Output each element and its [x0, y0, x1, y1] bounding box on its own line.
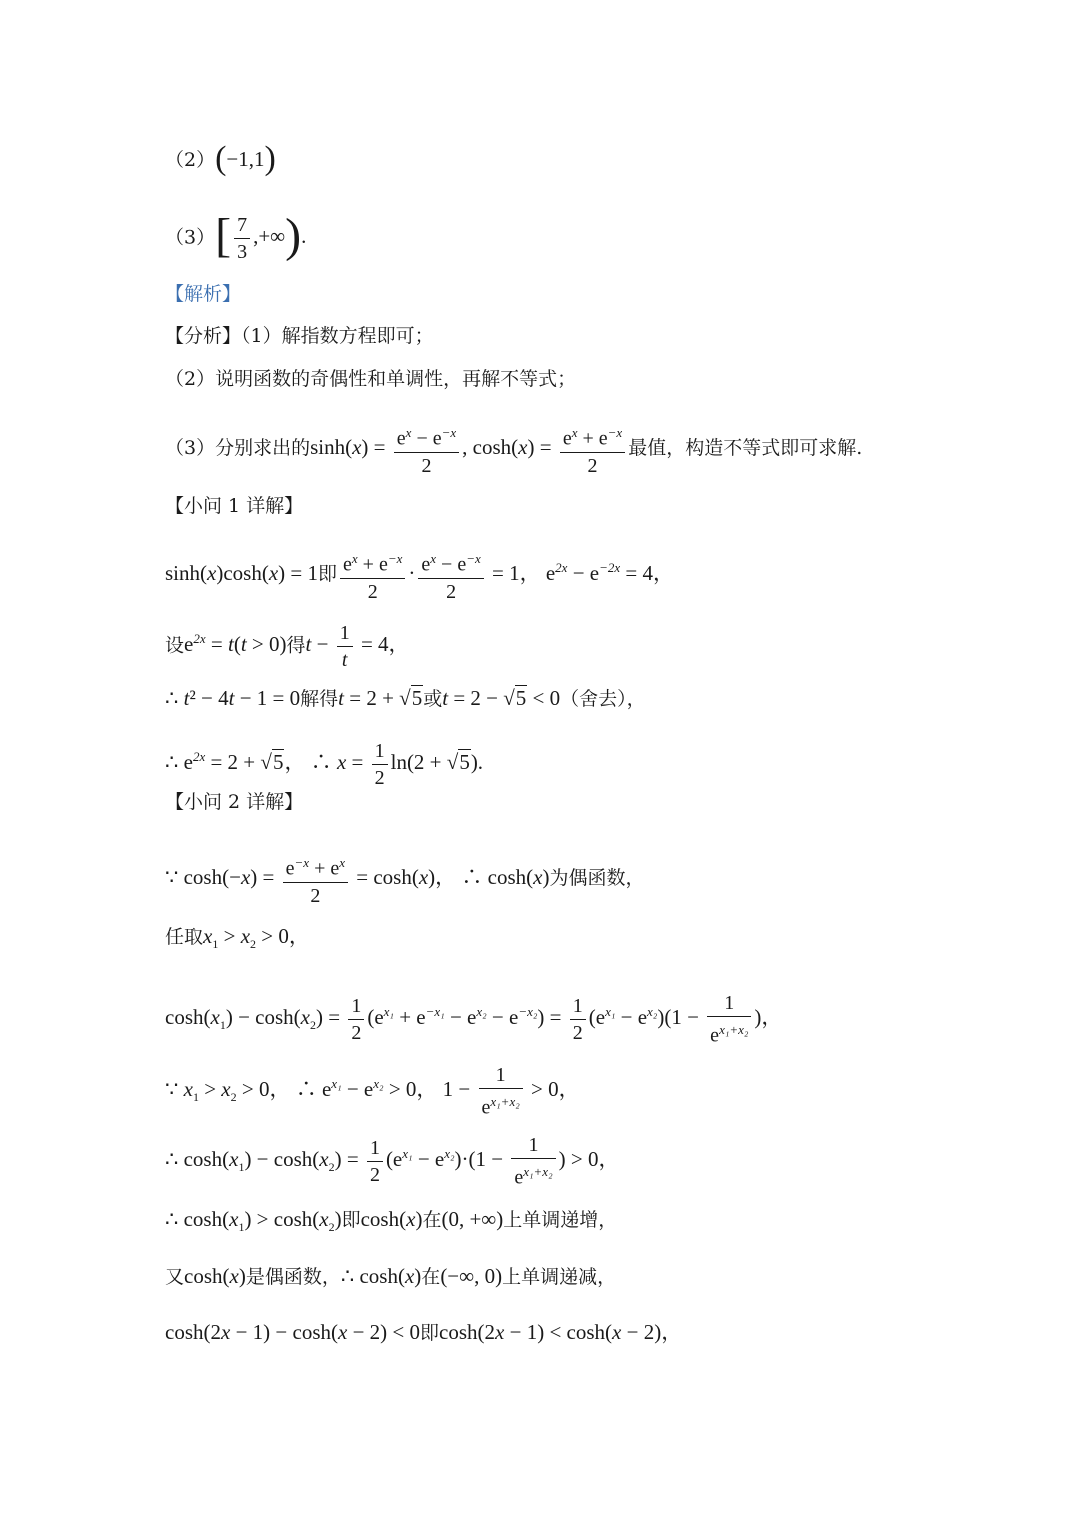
q2-ji2: 即: [420, 1322, 440, 1344]
q2-inc: 上单调递增，: [503, 1209, 618, 1231]
q1-de: 得: [286, 634, 306, 657]
fenxi-line-3: [165, 420, 862, 479]
q2-formula-7b: ∴ cosh(x): [340, 1264, 422, 1288]
q2-formula-7: cosh(x): [184, 1264, 246, 1288]
q2-formula-2: $x_1 > x_2 > 0$，: [203, 924, 310, 952]
q2-line-2: [165, 922, 310, 958]
q2-formula-6: ∴ $\cosh(x_1) > \cosh(x_2)$: [165, 1207, 342, 1235]
q2-formula-8: cosh(2x − 1) − cosh(x − 2) < 0: [165, 1320, 421, 1344]
q1-formula-3c: t = 2 − √5 < 0: [442, 686, 561, 710]
q2-zai-2: 在: [421, 1266, 441, 1288]
q1-formula-3: ∴ t² − 4t − 1 = 0: [165, 686, 301, 710]
q2-oufunc: 为偶函数，: [549, 867, 645, 890]
q2-line-7: [165, 1262, 616, 1291]
q2-formula-4: ∵ $x_1 > x_2 > 0$， ∴ $e^{x_1} - e^{x_2} > 0$， 1 − $\frac{1}{e^{x_1+x_2}}$ > 0，: [165, 1064, 580, 1119]
q2-zai: 在: [422, 1209, 442, 1231]
answer-2-label: （2）: [165, 149, 216, 171]
fenxi-text-3-pre: （3）分别求出的: [165, 437, 311, 460]
fenxi-label: 【分析】: [165, 325, 242, 347]
q2-line-6: [165, 1205, 617, 1241]
fenxi-text-3-post: 最值，构造不等式即可求解.: [628, 437, 863, 460]
q1-formula-3b: t = 2 + √5: [338, 686, 423, 710]
fenxi-line-1: [165, 322, 434, 350]
q2-line-5: [165, 1132, 619, 1191]
answer-3: [165, 209, 307, 265]
q1-formula-1: sinh(x)cosh(x) = 1: [165, 561, 318, 586]
q2-line-1: [165, 850, 645, 909]
q1-line-2: [165, 620, 410, 673]
q1-line-3: [165, 684, 646, 713]
q2-line-3: [165, 990, 782, 1049]
q2-formula-6c: (0, +∞): [441, 1207, 504, 1231]
q2-dec: 上单调递减，: [502, 1266, 617, 1288]
q2-line-4: [165, 1062, 580, 1121]
q1-jiede: 解得: [300, 688, 339, 710]
q2-heading: 【小问 2 详解】: [165, 791, 304, 813]
q1-huo: 或: [423, 688, 443, 710]
fenxi-text-1: （1）解指数方程即可；: [241, 325, 434, 347]
answer-2-math: (−1,1): [215, 140, 276, 177]
q1-line-4: [165, 738, 483, 791]
q2-renqu: 任取: [165, 926, 204, 948]
q2-ji: 即: [341, 1209, 361, 1231]
q2-formula-1: ∵ cosh(−x) = $\frac{e^{-x} + e^x}{2}$ = cosh(x)， ∴ cosh(x): [165, 865, 549, 889]
q1-ji: 即: [317, 563, 337, 586]
q1-formula-2b: t − $\frac{1}{t}$ = 4，: [305, 622, 410, 671]
q1-formula-2: $e^{2x} = t(t > 0)$: [184, 631, 287, 657]
q2-formula-8b: cosh(2x − 1) < cosh(x − 2)，: [439, 1320, 683, 1344]
answer-2: [165, 140, 276, 177]
answer-3-math: [ $\frac{7}{3}$ ,+∞).: [215, 209, 307, 263]
fenxi-3-formula: sinh(x) = $\frac{e^x - e^{-x}}{2}$ , cosh(x) = $\frac{e^x + e^{-x}}{2}$: [310, 435, 628, 459]
answer-3-label: （3）: [165, 226, 216, 249]
q1-formula-4: ∴ $e^{2x} = 2 + √5$， ∴ x = $\frac{1}{2}$ ln(2 + √5).: [165, 740, 484, 789]
q2-formula-5: ∴ $\cosh(x_1) - \cosh(x_2)$ = $\frac{1}{2}$ $(e^{x_1} - e^{x_2})\cdot(1$ − $\frac{1}{e^{x_1+x_2}}$ ) > 0，: [165, 1134, 620, 1189]
jiexi-heading: 【解析】: [165, 283, 242, 305]
q1-sheqv: （舍去），: [560, 688, 646, 710]
fenxi-line-2: （2）说明函数的奇偶性和单调性，再解不等式；: [165, 368, 577, 390]
q1-she: 设: [165, 634, 185, 657]
q1-formula-1b: $\frac{e^x + e^{-x}}{2}$ · $\frac{e^x - e^{-x}}{2}$ = 1， $e^{2x} - e^{-2x} = 4$，: [337, 561, 674, 585]
q1-line-1: [165, 546, 674, 605]
q2-formula-7c: (−∞, 0): [440, 1264, 503, 1288]
q2-shi-ou: 是偶函数，: [245, 1266, 341, 1288]
q2-you: 又: [165, 1266, 185, 1288]
q2-formula-6b: cosh(x): [360, 1207, 423, 1231]
q2-line-8: [165, 1318, 682, 1347]
q1-heading: 【小问 1 详解】: [165, 495, 304, 517]
q2-formula-3: $\cosh(x_1) - \cosh(x_2)$ = $\frac{1}{2}$ $(e^{x_1} + e^{-x_1} - e^{x_2} - e^{-x_2})$ = $\frac{1}{2}$ $(e^{x_1} - e^{x_2})(1$ − $\frac{1}{e^{x_1+x_2}}$ )，: [165, 992, 783, 1047]
